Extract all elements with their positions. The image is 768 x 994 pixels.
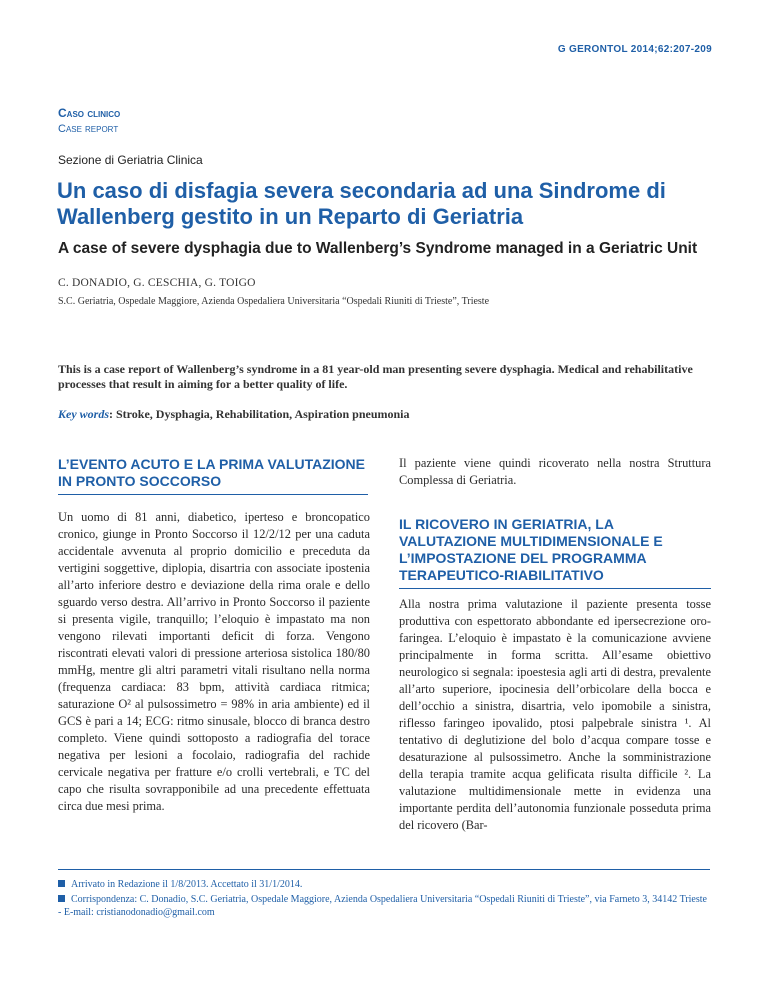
- correspondence-text: Corrispondenza: C. Donadio, S.C. Geriatria, Ospedale Maggiore, Azienda Ospedaliera Universitaria “Ospedali Riuniti di Trieste”, via Farneto 3, 34142 Trieste - E-mail: cristianodonadio@gmail.com: [58, 894, 707, 918]
- section-heading-geriatric-admission: IL RICOVERO IN GERIATRIA, LA VALUTAZIONE MULTIDIMENSIONALE E L’IMPOSTAZIONE DEL PROGRAMMA TERAPEUTICO-RIABILITATIVO: [399, 516, 711, 589]
- keywords-list: Stroke, Dysphagia, Rehabilitation, Aspiration pneumonia: [116, 407, 410, 421]
- article-title: Un caso di disfagia severa secondaria ad una Sindrome di Wallenberg gestito in un Reparto di Geriatria: [57, 178, 666, 229]
- keywords: Key words: Stroke, Dysphagia, Rehabilitation, Aspiration pneumonia: [58, 407, 410, 421]
- footnote-received: [58, 878, 710, 891]
- footnote-correspondence: [58, 893, 710, 919]
- authors: C. DONADIO, G. CESCHIA, G. TOIGO: [58, 277, 256, 289]
- square-bullet-icon: [58, 880, 65, 887]
- square-bullet-icon: [58, 895, 65, 902]
- paragraph-admission: Il paziente viene quindi ricoverato nella nostra Struttura Complessa di Geriatria.: [399, 456, 711, 487]
- article-subtitle: A case of severe dysphagia due to Wallenberg’s Syndrome managed in a Geriatric Unit: [58, 240, 698, 257]
- received-text: Arrivato in Redazione il 1/8/2013. Accettato il 31/1/2014.: [71, 879, 303, 890]
- article-type-italian: Caso clinico: [58, 106, 121, 120]
- affiliation: S.C. Geriatria, Ospedale Maggiore, Azienda Ospedaliera Universitaria “Ospedali Riuniti di Trieste”, Trieste: [58, 296, 490, 307]
- journal-section: Sezione di Geriatria Clinica: [58, 153, 203, 167]
- paragraph-geriatric-evaluation: Alla nostra prima valutazione il paziente presenta tosse produttiva con espettorato abbondante ed ipersecrezione oro-faringea. L’eloquio è impastato è la comunicazione avviene principalmente in forma scritta. All’esame obiettivo neurologico si segnala: ipoestesia agli arti di destra, prevalente all’arto superiore, ipocinesia dell’orbicolare della bocca e dell’occhio a sinistra, disartria, velo ipomobile a sinistra, riflesso faringeo ipovalido, ptosi palpebrale sinistra ¹. Al tentativo di deglutizione del bolo d’acqua compare tosse e desaturazione al pulsossimetro. Anche la somministrazione della terapia tramite acqua gelificata risulta difficile ². La valutazione multidimensionale mette in evidenza una importante perdita dell’autonomia funzionale posseduta prima del ricovero (Bar-: [399, 597, 711, 832]
- abstract: This is a case report of Wallenberg’s syndrome in a 81 year-old man presenting severe dysphagia. Medical and rehabilitative processes that result in aiming for a better quality of life.: [58, 362, 693, 391]
- paragraph-acute-event: Un uomo di 81 anni, diabetico, iperteso e broncopatico cronico, giunge in Pronto Soccorso il 12/2/12 per una caduta accidentale avvenuta al proprio domicilio e preceduta da vertigini soggettive, diplopia, disartria con associate ipostenia all’arto inferiore destro e deviazione della rima orale e dello sguardo verso destra. All’arrivo in Pronto Soccorso il paziente si presenta vigile, tranquillo; l’eloquio è impastato ma non vengono rilevati importanti deficit di forza. Vengono riscontrati elevati valori di pressione arteriosa sistolica 180/80 mmHg, mentre gli altri parametri vitali risultano nella norma (frequenza cardiaca: 83 bpm, attività cardiaca ritmica; saturazione O² al pulsossimetro = 98% in aria ambiente) ed il GCS è pari a 14; ECG: ritmo sinusale, blocco di branca destro completo. Viene quindi sottoposto a radiografia del torace negativa per lesioni a focolaio, radiografia del rachide cervicale negativa per fratture e/o crolli vertebrali, e TC del capo che risulta sovrapponibile ad una precedente effettuata circa due mesi prima.: [58, 510, 370, 813]
- footer-divider: [58, 869, 710, 870]
- keywords-label: Key words: [58, 407, 109, 421]
- article-type-english: Case report: [58, 123, 119, 135]
- journal-reference: G GERONTOL 2014;62:207-209: [557, 44, 712, 55]
- section-heading-acute-event: L’EVENTO ACUTO E LA PRIMA VALUTAZIONE IN PRONTO SOCCORSO: [58, 456, 368, 495]
